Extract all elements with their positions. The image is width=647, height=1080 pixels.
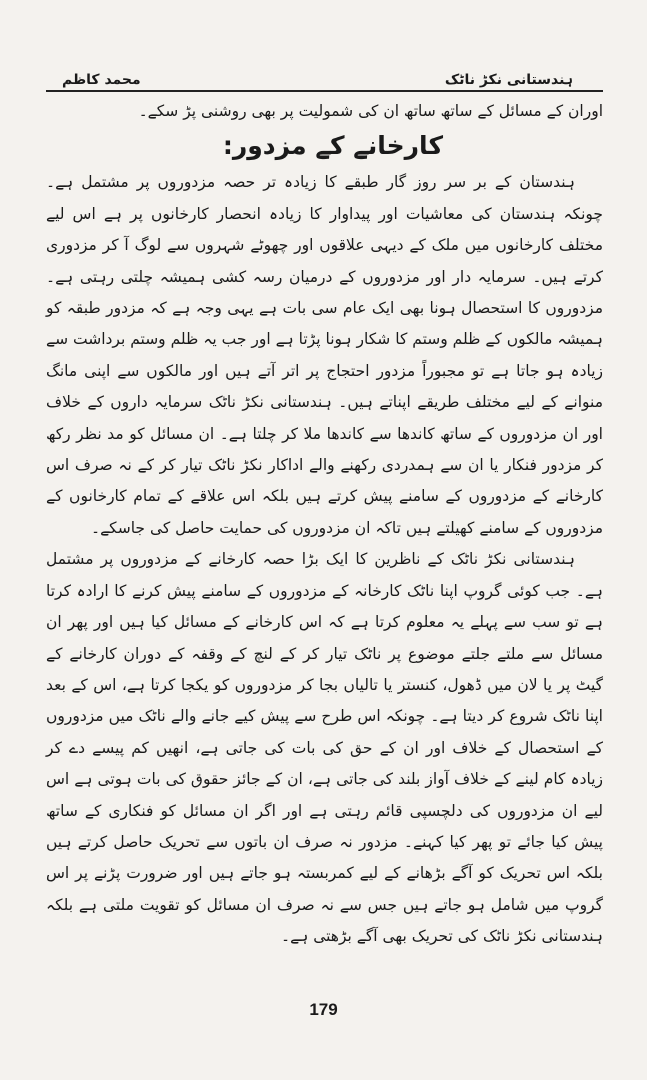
section-heading: کارخانے کے مزدور: bbox=[222, 131, 443, 161]
book-title: ہندستانی نکڑ ناٹک bbox=[444, 72, 573, 88]
header-rule bbox=[46, 90, 603, 92]
paragraph: ہندستانی نکڑ ناٹک کے ناظرین کا ایک بڑا حصہ کارخانے کے مزدوروں پر مشتمل ہے۔ جب کوئی گروپ اپنا ناٹک کارخانہ کے مزدوروں کے سامنے پیش کرنے کا ارادہ کرتا ہے تو سب سے پہلے یہ معلوم کرتا ہے کہ اس کارخانے کے مسائل کیا ہیں اور پھر ان مسائل سے ملتے جلتے موضوع پر ناٹک تیار کر کے لنچ کے وقفہ کے دوران کارخانے کے گیٹ پر یا لان میں ڈھول، کنستر یا تالیاں بجا کر مزدوروں کو یکجا کرتا ہے، اس کے بعد اپنا ناٹک شروع کر دیتا ہے۔ چونکہ اس طرح سے پیش کیے جانے والے ناٹک میں مزدوروں کے استحصال کے خلاف اور ان کے حق کی بات کی جاتی ہے، انھیں کم پیسے دے کر زیادہ کام لینے کے خلاف آواز بلند کی جاتی ہے، ان کے جائز حقوق کی بات ہوتی ہے اس لیے ان مزدوروں کی دلچسپی قائم رہتی ہے اور اگر ان مسائل کو فنکاری کے ساتھ پیش کیا جائے تو پھر کیا کہنے۔ مزدور نہ صرف ان باتوں سے تحریک حاصل کرتے ہیں بلکہ اس تحریک کو آگے بڑھانے کے لیے کمربستہ ہو جاتے ہیں اور ضرورت پڑنے پر اس گروپ میں شامل ہو جاتے ہیں جس سے نہ صرف ان مسائل کو تقویت ملتی ہے بلکہ ہندستانی نکڑ ناٹک کی تحریک بھی آگے بڑھتی ہے۔ bbox=[46, 550, 603, 946]
page-number: 179 bbox=[309, 1000, 338, 1019]
author-name: محمد کاظم bbox=[62, 72, 141, 88]
running-header bbox=[62, 64, 573, 88]
paragraph: ہندستان کے بر سر روز گار طبقے کا زیادہ تر حصہ مزدوروں پر مشتمل ہے۔ چونکہ ہندستان کی معاشیات اور پیداوار کا زیادہ انحصار کارخانوں پر ہے اس لیے مختلف کارخانوں میں ملک کے دیہی علاقوں اور چھوٹے شہروں سے لوگ آ کر مزدوری کرتے ہیں۔ سرمایہ دار اور مزدوروں کے درمیان رسہ کشی ہمیشہ چلتی رہتی ہے۔ مزدوروں کا استحصال ہونا بھی ایک عام سی بات ہے یہی وجہ ہے کہ مزدور طبقہ کو ہمیشہ مالکوں کے ظلم وستم کا شکار ہونا پڑتا ہے اور جب یہ ظلم وستم برداشت سے زیادہ ہو جاتا ہے تو مجبوراً مزدور احتجاج پر اتر آتے ہیں اور مالکوں سے اپنی مانگ منوانے کے لیے مختلف طریقے اپناتے ہیں۔ ہندستانی نکڑ ناٹک سرمایہ داروں کے خلاف اور ان مزدوروں کے ساتھ کاندھا سے کاندھا ملا کر چلتا ہے۔ ان مسائل کو مد نظر رکھ کر مزدور فنکار یا ان سے ہمدردی رکھنے والے اداکار نکڑ ناٹک تیار کر کے نہ صرف اس کارخانے کے مزدوروں کے سامنے پیش کرتے ہیں بلکہ اس علاقے کے تمام کارخانوں کے مزدوروں کے سامنے کھیلتے ہیں تاکہ ان مزدوروں کی حمایت حاصل کی جاسکے۔ bbox=[46, 173, 603, 537]
opening-line: اوران کے مسائل کے ساتھ ساتھ ان کی شمولیت پر بھی روشنی پڑ سکے۔ bbox=[138, 102, 603, 120]
page-body bbox=[46, 96, 603, 953]
